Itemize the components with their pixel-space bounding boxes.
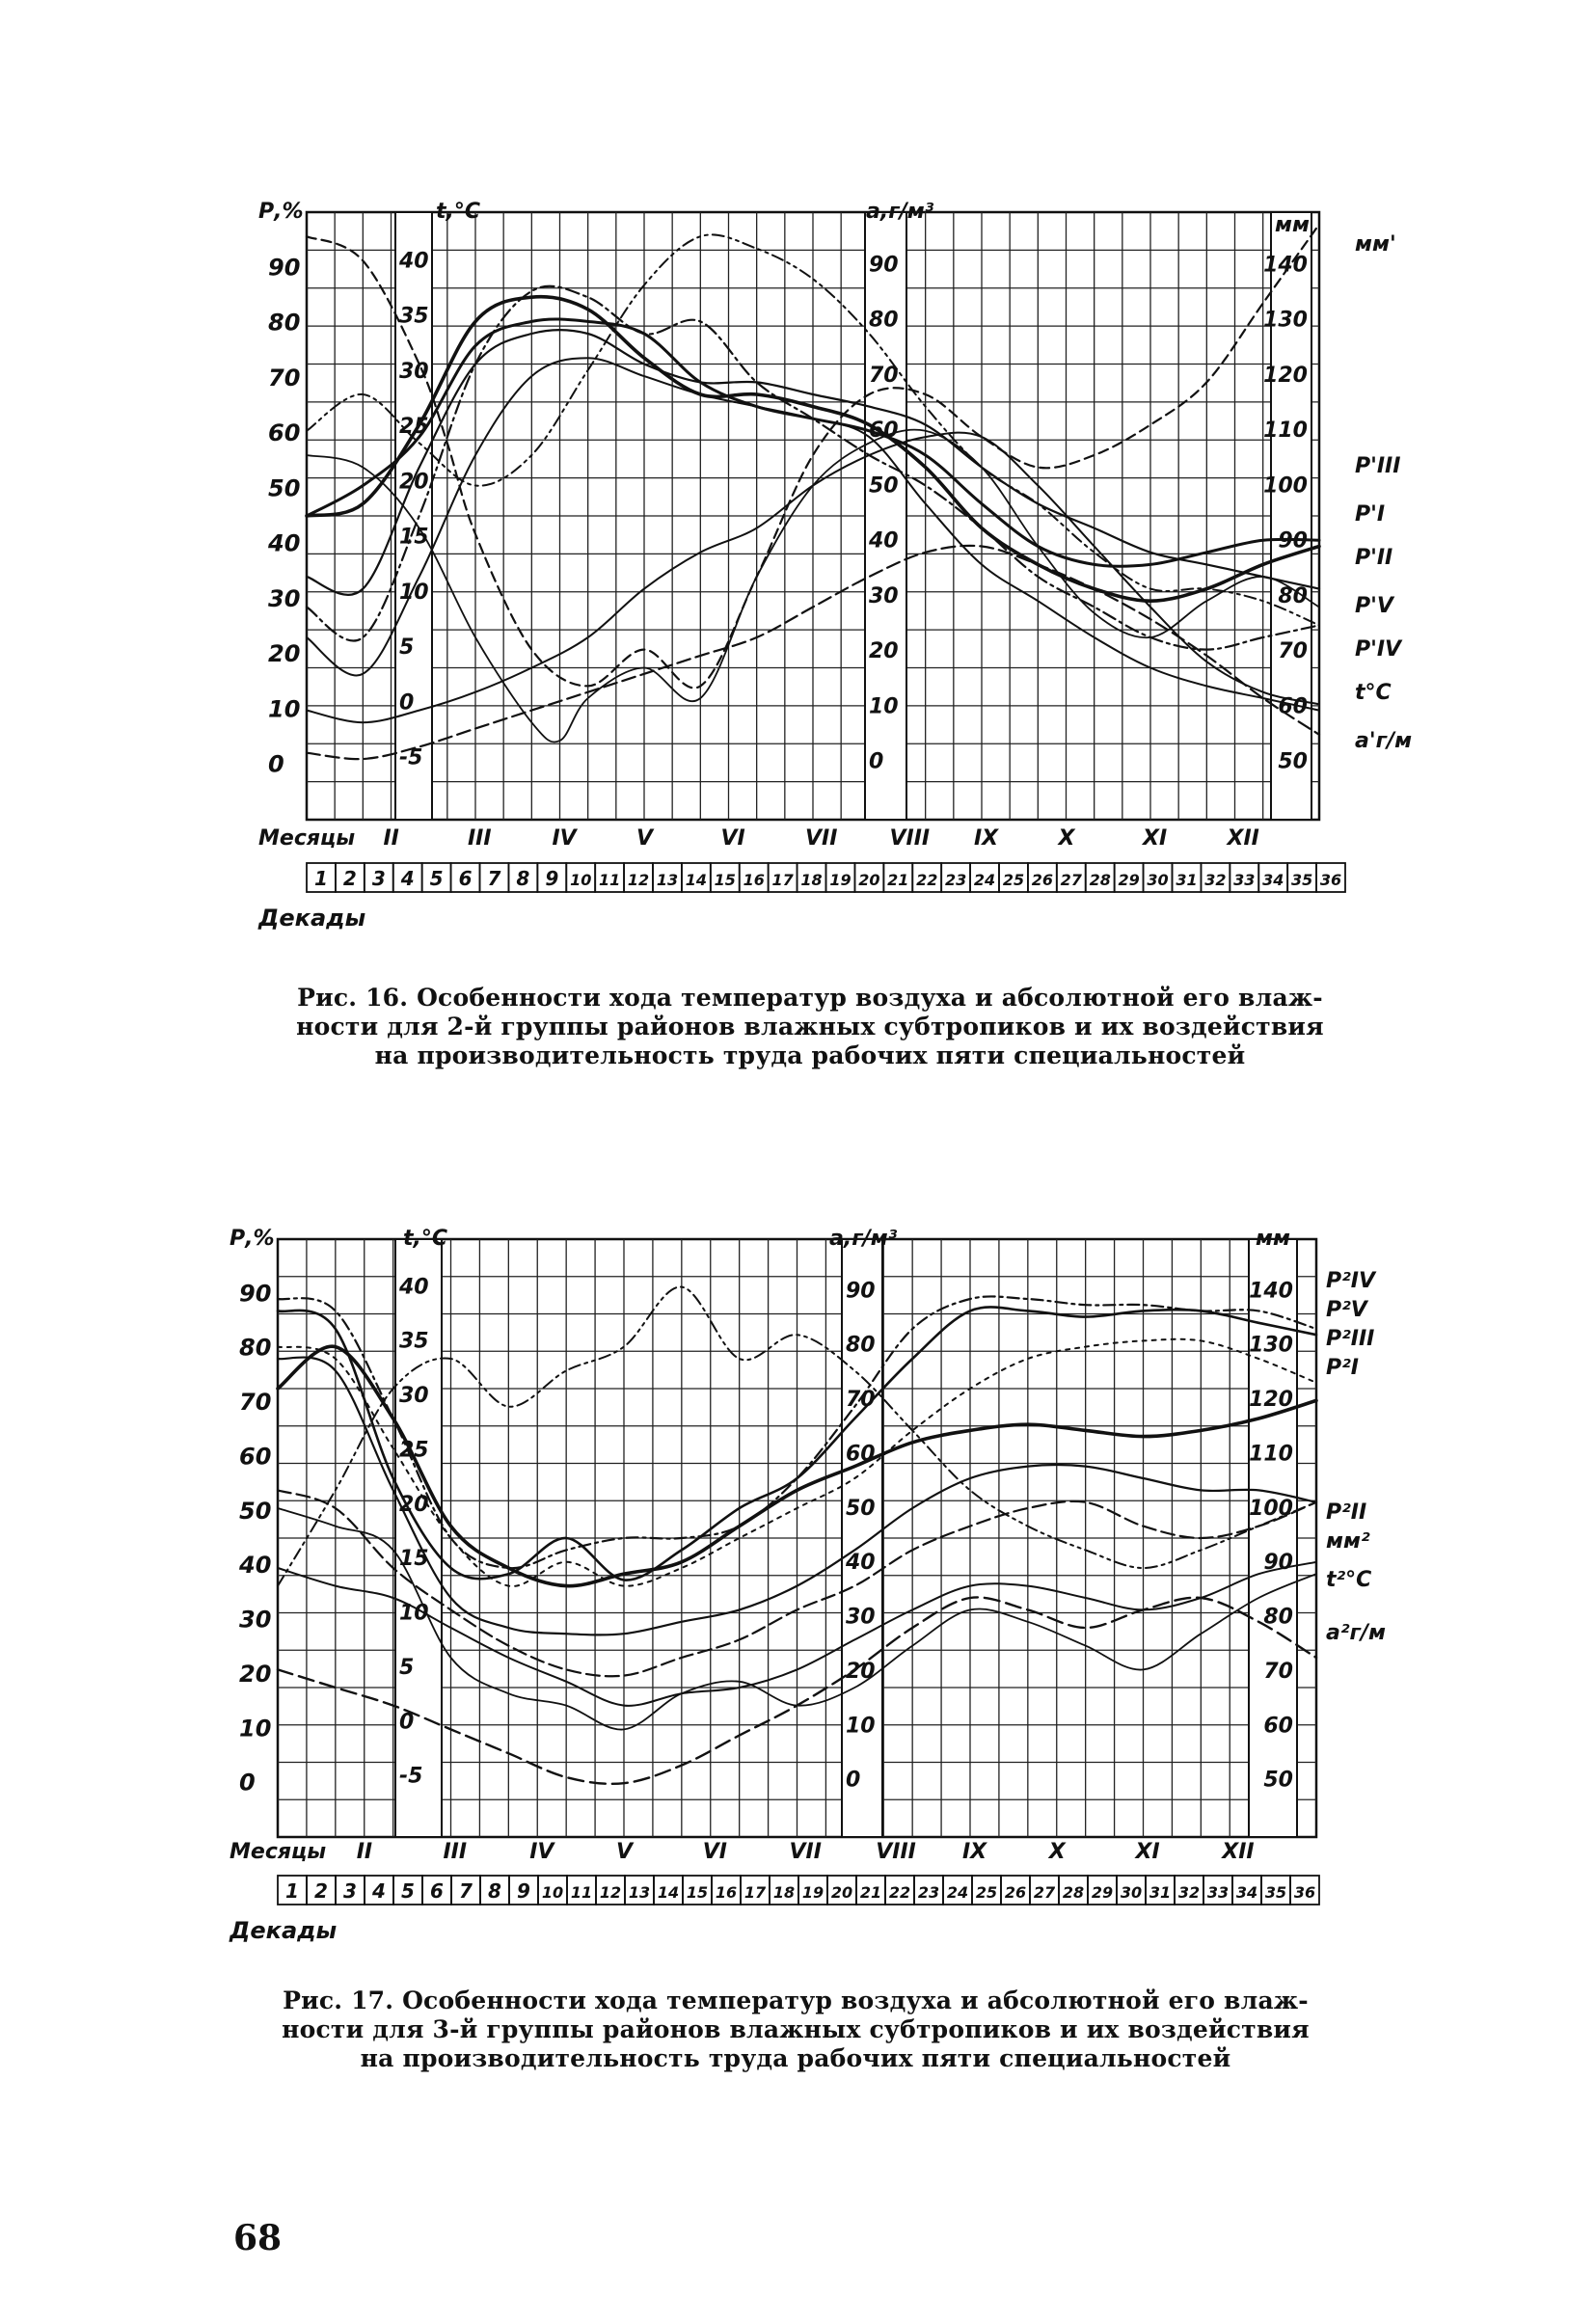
decade-label: 20 xyxy=(858,871,880,889)
caption-line: на производительность труда рабочих пяти специальностей xyxy=(374,1041,1246,1069)
decade-label: 5 xyxy=(401,1879,415,1903)
decade-label: 28 xyxy=(1062,1883,1085,1902)
months-label: Месяцы xyxy=(230,1840,327,1864)
p-tick-label: 0 xyxy=(268,750,284,778)
p-tick-label: 10 xyxy=(239,1715,272,1743)
series-label: P²III xyxy=(1326,1327,1375,1351)
month-label: VIII xyxy=(889,826,931,851)
a-tick-label: 10 xyxy=(846,1714,876,1739)
a-tick-label: 30 xyxy=(846,1605,876,1630)
p-tick-label: 90 xyxy=(239,1280,272,1308)
caption-line: Рис. 17. Особенности хода температур воздуха и абсолютной его влаж- xyxy=(283,1986,1309,2014)
decade-label: 18 xyxy=(772,1883,796,1902)
decade-label: 36 xyxy=(1319,871,1342,889)
decade-label: 35 xyxy=(1290,871,1313,889)
decade-label: 4 xyxy=(400,867,415,890)
series-label: мм' xyxy=(1355,232,1396,257)
mm-tick-label: 60 xyxy=(1278,694,1308,719)
a-tick-label: 10 xyxy=(869,694,899,719)
decades-label: Декады xyxy=(258,905,366,932)
caption-line: Рис. 16. Особенности хода температур воздуха и абсолютной его влаж- xyxy=(297,984,1323,1012)
p-axis-title: Р,% xyxy=(230,1227,275,1251)
decade-label: 34 xyxy=(1235,1883,1258,1902)
series-labels xyxy=(1326,1269,1386,1645)
month-label: IX xyxy=(974,826,999,851)
series-label: P²IV xyxy=(1326,1269,1375,1293)
decade-label: 26 xyxy=(1004,1883,1027,1902)
decade-label: 13 xyxy=(628,1883,651,1902)
decade-label: 23 xyxy=(917,1883,940,1902)
mm-axis-title: мм xyxy=(1275,213,1310,237)
decade-label: 25 xyxy=(1002,871,1025,889)
t-tick-label: 25 xyxy=(399,1438,429,1463)
mm-tick-label: 70 xyxy=(1278,639,1308,664)
t-tick-label: 15 xyxy=(399,1547,429,1572)
decade-label: 24 xyxy=(946,1883,969,1902)
p-tick-label: 30 xyxy=(268,584,301,612)
t-tick-label: 0 xyxy=(399,1710,415,1735)
p-tick-label: 30 xyxy=(239,1606,272,1634)
t-tick-label: 5 xyxy=(399,1655,415,1680)
month-label: VII xyxy=(805,826,838,851)
a-axis-title: a,г/м³ xyxy=(829,1227,898,1251)
mm-tick-label: 80 xyxy=(1263,1605,1293,1630)
a-tick-label: 50 xyxy=(869,473,899,499)
month-label: XII xyxy=(1227,826,1259,851)
decade-label: 7 xyxy=(459,1879,473,1903)
t-tick-label: 25 xyxy=(399,415,429,440)
mm-tick-label: 140 xyxy=(1249,1279,1293,1304)
mm-tick-label: 60 xyxy=(1263,1714,1293,1739)
a-tick-label: 30 xyxy=(869,583,899,608)
p-tick-label: 80 xyxy=(268,309,301,337)
decade-label: 19 xyxy=(801,1883,825,1902)
a-tick-label: 70 xyxy=(846,1388,876,1413)
mm-tick-label: 90 xyxy=(1278,528,1308,554)
a-tick-label: 90 xyxy=(869,253,899,278)
decade-label: 30 xyxy=(1147,871,1169,889)
decade-label: 20 xyxy=(830,1883,853,1902)
decade-label: 10 xyxy=(541,1883,564,1902)
a-axis-band xyxy=(865,212,906,820)
series-label: P'V xyxy=(1355,594,1393,618)
mm-tick-label: 110 xyxy=(1263,419,1308,444)
decade-label: 21 xyxy=(859,1883,882,1902)
t-tick-label: 20 xyxy=(399,1492,429,1517)
month-label: IV xyxy=(552,826,577,851)
mm-tick-label: 70 xyxy=(1263,1659,1293,1684)
t-tick-label: 10 xyxy=(399,580,429,605)
decade-label: 14 xyxy=(685,871,708,889)
p-tick-label: 20 xyxy=(268,640,301,668)
series-labels xyxy=(1355,232,1412,753)
decade-label: 12 xyxy=(599,1883,622,1902)
decade-label: 33 xyxy=(1206,1883,1230,1902)
mm-tick-label: 100 xyxy=(1249,1496,1293,1521)
p-tick-label: 20 xyxy=(239,1660,272,1688)
p-tick-label: 70 xyxy=(239,1389,272,1417)
decade-label: 24 xyxy=(973,871,996,889)
t-tick-label: 0 xyxy=(399,690,415,716)
p-tick-label: 50 xyxy=(239,1497,272,1525)
p-axis-title: Р,% xyxy=(258,200,304,224)
month-label: XII xyxy=(1222,1840,1255,1864)
a-tick-label: 80 xyxy=(869,308,899,333)
series-label: P'IV xyxy=(1355,637,1402,662)
t-axis-title: t,°C xyxy=(436,200,481,224)
decade-label: 35 xyxy=(1264,1883,1287,1902)
decade-label: 19 xyxy=(829,871,852,889)
chart-grid xyxy=(307,212,1319,820)
p-tick-label: 60 xyxy=(239,1443,272,1471)
decades-label: Декады xyxy=(230,1917,338,1944)
decade-label: 6 xyxy=(430,1879,444,1903)
month-label: XI xyxy=(1143,826,1168,851)
decade-label: 30 xyxy=(1120,1883,1143,1902)
month-label: VI xyxy=(720,826,745,851)
decade-label: 15 xyxy=(686,1883,709,1902)
caption-line: на производительность труда рабочих пяти специальностей xyxy=(360,2044,1231,2072)
mm-tick-label: 120 xyxy=(1249,1388,1293,1413)
a-tick-label: 50 xyxy=(846,1496,876,1521)
month-label: X xyxy=(1048,1840,1066,1864)
t-tick-label: -5 xyxy=(399,745,423,770)
decade-label: 31 xyxy=(1176,871,1198,889)
t-tick-label: 30 xyxy=(399,1384,429,1409)
decade-label: 27 xyxy=(1060,871,1082,889)
decade-label: 3 xyxy=(371,867,386,890)
decade-label: 29 xyxy=(1118,871,1140,889)
month-label: X xyxy=(1058,826,1075,851)
a-tick-label: 70 xyxy=(869,363,899,388)
decade-label: 32 xyxy=(1177,1883,1201,1902)
decade-label: 17 xyxy=(743,1883,767,1902)
month-label: VI xyxy=(702,1840,727,1864)
decade-label: 22 xyxy=(916,871,938,889)
t-tick-label: 40 xyxy=(399,1275,429,1300)
month-label: III xyxy=(443,1840,468,1864)
a-tick-label: 0 xyxy=(846,1768,861,1793)
decade-label: 32 xyxy=(1204,871,1227,889)
caption-line: ности для 2-й группы районов влажных субтропиков и их воздействия xyxy=(296,1013,1324,1040)
decade-label: 3 xyxy=(343,1879,357,1903)
series-label: P²V xyxy=(1326,1298,1367,1322)
page-number: 68 xyxy=(233,2218,283,2258)
decade-label: 1 xyxy=(313,867,328,890)
decade-label: 31 xyxy=(1149,1883,1172,1902)
t-tick-label: 15 xyxy=(399,525,429,550)
decade-label: 23 xyxy=(944,871,967,889)
month-label: IX xyxy=(962,1840,987,1864)
month-label: XI xyxy=(1135,1840,1160,1864)
decades-row xyxy=(307,863,1345,892)
months-label: Месяцы xyxy=(258,826,356,851)
a-tick-label: 60 xyxy=(869,419,899,444)
mm-axis-title: мм xyxy=(1256,1227,1290,1251)
caption-line: ности для 3-й группы районов влажных субтропиков и их воздействия xyxy=(282,2015,1310,2043)
p-tick-label: 50 xyxy=(268,474,301,502)
t-tick-label: 5 xyxy=(399,635,415,661)
month-label: IV xyxy=(529,1840,554,1864)
mm-tick-label: 80 xyxy=(1278,583,1308,608)
a-tick-label: 20 xyxy=(869,639,899,664)
a-tick-label: 60 xyxy=(846,1442,876,1467)
mm-tick-label: 50 xyxy=(1263,1768,1293,1793)
decade-label: 12 xyxy=(627,871,650,889)
mm-tick-label: 130 xyxy=(1263,308,1308,333)
p-tick-label: 10 xyxy=(268,695,301,723)
decade-label: 8 xyxy=(488,1879,501,1903)
series-label: P'III xyxy=(1355,454,1401,478)
decade-label: 6 xyxy=(458,867,473,890)
decade-label: 22 xyxy=(888,1883,911,1902)
t-axis-title: t,°C xyxy=(403,1227,448,1251)
t-tick-label: 10 xyxy=(399,1601,429,1626)
figure-17 xyxy=(0,1220,1595,2078)
month-label: II xyxy=(356,1840,373,1864)
t-tick-label: -5 xyxy=(399,1764,423,1789)
decade-label: 7 xyxy=(487,867,501,890)
month-label: VII xyxy=(789,1840,822,1864)
a-axis-band xyxy=(842,1239,882,1837)
decade-label: 17 xyxy=(771,871,794,889)
decade-label: 11 xyxy=(570,1883,593,1902)
p-tick-label: 60 xyxy=(268,419,301,447)
month-label: II xyxy=(383,826,399,851)
a-axis-title: a,г/м³ xyxy=(866,200,934,224)
t-tick-label: 20 xyxy=(399,470,429,495)
decade-label: 11 xyxy=(598,871,621,889)
t-tick-label: 40 xyxy=(399,249,429,274)
decade-label: 15 xyxy=(714,871,736,889)
mm-tick-label: 90 xyxy=(1263,1551,1293,1576)
series-label: P²I xyxy=(1326,1356,1359,1380)
decade-label: 34 xyxy=(1262,871,1284,889)
p-tick-label: 40 xyxy=(268,529,301,557)
series-label: a'г/м xyxy=(1355,729,1413,753)
decade-label: 5 xyxy=(429,867,444,890)
decade-label: 2 xyxy=(342,867,357,890)
mm-tick-label: 140 xyxy=(1263,253,1308,278)
a-tick-label: 40 xyxy=(869,528,899,554)
t-tick-label: 35 xyxy=(399,304,429,329)
a-tick-label: 80 xyxy=(846,1333,876,1358)
series-label: a²г/м xyxy=(1326,1621,1386,1645)
decade-label: 18 xyxy=(800,871,823,889)
month-label: III xyxy=(468,826,492,851)
figure-16 xyxy=(0,183,1595,1069)
month-label: V xyxy=(636,826,654,851)
p-tick-label: 80 xyxy=(239,1334,272,1362)
t-tick-label: 30 xyxy=(399,359,429,384)
t-tick-label: 35 xyxy=(399,1329,429,1354)
decade-label: 16 xyxy=(743,871,765,889)
month-label: V xyxy=(616,1840,634,1864)
t-axis-band xyxy=(395,212,432,820)
decade-label: 26 xyxy=(1031,871,1054,889)
a-tick-label: 20 xyxy=(846,1659,876,1684)
series-label: t²°C xyxy=(1326,1568,1372,1592)
mm-tick-label: 100 xyxy=(1263,473,1308,499)
mm-axis-band xyxy=(1271,212,1311,820)
decade-label: 25 xyxy=(975,1883,998,1902)
decade-label: 21 xyxy=(887,871,909,889)
chart-grid xyxy=(278,1239,1316,1837)
decade-label: 33 xyxy=(1233,871,1256,889)
decade-label: 8 xyxy=(516,867,530,890)
p-tick-label: 40 xyxy=(239,1552,272,1580)
decade-label: 10 xyxy=(570,871,592,889)
p-tick-label: 0 xyxy=(239,1769,256,1797)
figure-16-caption xyxy=(241,984,1379,1070)
decade-label: 28 xyxy=(1089,871,1111,889)
decade-label: 14 xyxy=(657,1883,680,1902)
decade-label: 9 xyxy=(517,1879,530,1903)
decade-label: 13 xyxy=(656,871,679,889)
figure-17-caption xyxy=(222,1986,1369,2073)
a-tick-label: 40 xyxy=(846,1551,876,1576)
mm-tick-label: 50 xyxy=(1278,749,1308,774)
chart-figure-17 xyxy=(0,1220,1595,2078)
month-label: VIII xyxy=(876,1840,916,1864)
series-label: P'I xyxy=(1355,502,1386,527)
a-tick-label: 0 xyxy=(869,749,884,774)
series-label: t°C xyxy=(1355,681,1392,705)
decade-label: 4 xyxy=(372,1879,386,1903)
decade-label: 9 xyxy=(545,867,559,890)
decade-label: 29 xyxy=(1091,1883,1114,1902)
decade-label: 36 xyxy=(1293,1883,1316,1902)
series-label: P²II xyxy=(1326,1500,1367,1525)
decade-label: 16 xyxy=(715,1883,738,1902)
mm-tick-label: 130 xyxy=(1249,1333,1293,1358)
decades-row xyxy=(278,1876,1319,1905)
decade-label: 1 xyxy=(285,1879,299,1903)
series-label: P'II xyxy=(1355,546,1393,570)
mm-tick-label: 110 xyxy=(1249,1442,1293,1467)
series-label: мм² xyxy=(1326,1529,1370,1554)
p-tick-label: 70 xyxy=(268,364,301,392)
decade-label: 2 xyxy=(314,1879,328,1903)
decade-label: 27 xyxy=(1033,1883,1056,1902)
mm-tick-label: 120 xyxy=(1263,363,1308,388)
p-tick-label: 90 xyxy=(268,254,301,282)
chart-figure-16 xyxy=(0,183,1595,1051)
a-tick-label: 90 xyxy=(846,1279,876,1304)
